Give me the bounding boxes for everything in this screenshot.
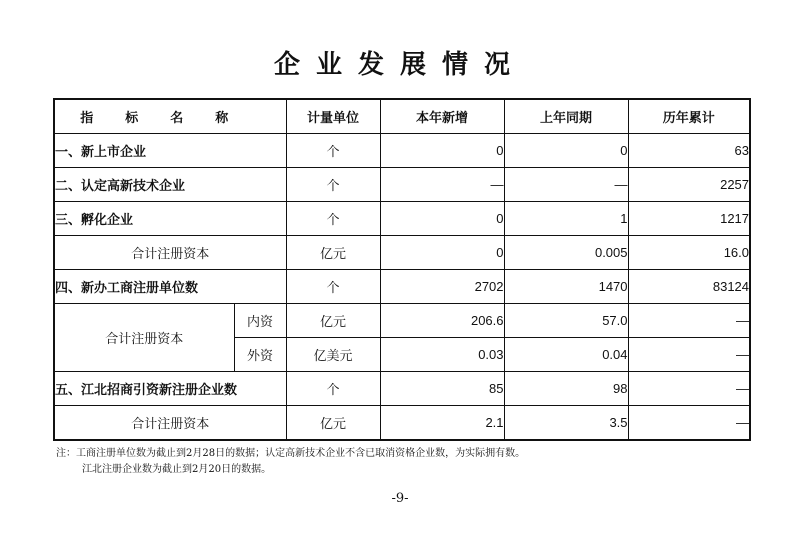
row-unit: 亿美元: [286, 338, 380, 372]
header-new: 本年新增: [380, 99, 504, 134]
row-label: 三、孵化企业: [54, 202, 286, 236]
row-new: 0: [380, 202, 504, 236]
row-prev: —: [504, 168, 628, 202]
row-unit: 个: [286, 168, 380, 202]
row-unit: 亿元: [286, 406, 380, 441]
table-row: [54, 202, 750, 236]
row-new: 2702: [380, 270, 504, 304]
row-sublabel: 内资: [234, 304, 286, 338]
row-label: 合计注册资本: [54, 236, 286, 270]
row-total: —: [628, 372, 750, 406]
row-label: 四、新办工商注册单位数: [54, 270, 286, 304]
row-unit: 亿元: [286, 304, 380, 338]
row-prev: 57.0: [504, 304, 628, 338]
row-label: 合计注册资本: [54, 304, 234, 372]
row-unit: 个: [286, 372, 380, 406]
table-row: [54, 168, 750, 202]
row-new: —: [380, 168, 504, 202]
header-name: 指标名称: [54, 99, 286, 134]
enterprise-stats-table: [53, 98, 751, 441]
page-number: -9-: [391, 491, 409, 506]
footnote-line: 注：工商注册单位数为截止到2月28日的数据；认定高新技术企业不含已取消资格企业数，为实际拥有数。: [56, 448, 526, 459]
row-total: 16.0: [628, 236, 750, 270]
row-new: 0.03: [380, 338, 504, 372]
row-total: —: [628, 304, 750, 338]
row-new: 0: [380, 134, 504, 168]
row-new: 2.1: [380, 406, 504, 441]
table-row: [54, 372, 750, 406]
row-prev: 98: [504, 372, 628, 406]
header-total: 历年累计: [628, 99, 750, 134]
footnote: [56, 446, 756, 478]
row-prev: 0.005: [504, 236, 628, 270]
footnote-line: 江北注册企业数为截止到2月20日的数据。: [82, 464, 272, 475]
table-row: [54, 134, 750, 168]
row-new: 206.6: [380, 304, 504, 338]
row-unit: 个: [286, 202, 380, 236]
row-total: —: [628, 406, 750, 441]
row-prev: 0: [504, 134, 628, 168]
table-header-row: [54, 99, 750, 134]
header-prev: 上年同期: [504, 99, 628, 134]
row-label: 五、江北招商引资新注册企业数: [54, 372, 286, 406]
table-row: [54, 406, 750, 441]
row-total: 2257: [628, 168, 750, 202]
row-new: 85: [380, 372, 504, 406]
header-unit: 计量单位: [286, 99, 380, 134]
table-row: [54, 304, 750, 338]
row-total: 83124: [628, 270, 750, 304]
row-unit: 亿元: [286, 236, 380, 270]
row-unit: 个: [286, 134, 380, 168]
row-total: —: [628, 338, 750, 372]
table-row: [54, 270, 750, 304]
row-label: 合计注册资本: [54, 406, 286, 441]
row-prev: 1: [504, 202, 628, 236]
row-total: 63: [628, 134, 750, 168]
row-new: 0: [380, 236, 504, 270]
row-prev: 3.5: [504, 406, 628, 441]
table-row: [54, 236, 750, 270]
row-prev: 0.04: [504, 338, 628, 372]
row-label: 二、认定高新技术企业: [54, 168, 286, 202]
row-label: 一、新上市企业: [54, 134, 286, 168]
page-title: 企业发展情况: [273, 50, 526, 80]
row-unit: 个: [286, 270, 380, 304]
row-sublabel: 外资: [234, 338, 286, 372]
row-total: 1217: [628, 202, 750, 236]
row-prev: 1470: [504, 270, 628, 304]
